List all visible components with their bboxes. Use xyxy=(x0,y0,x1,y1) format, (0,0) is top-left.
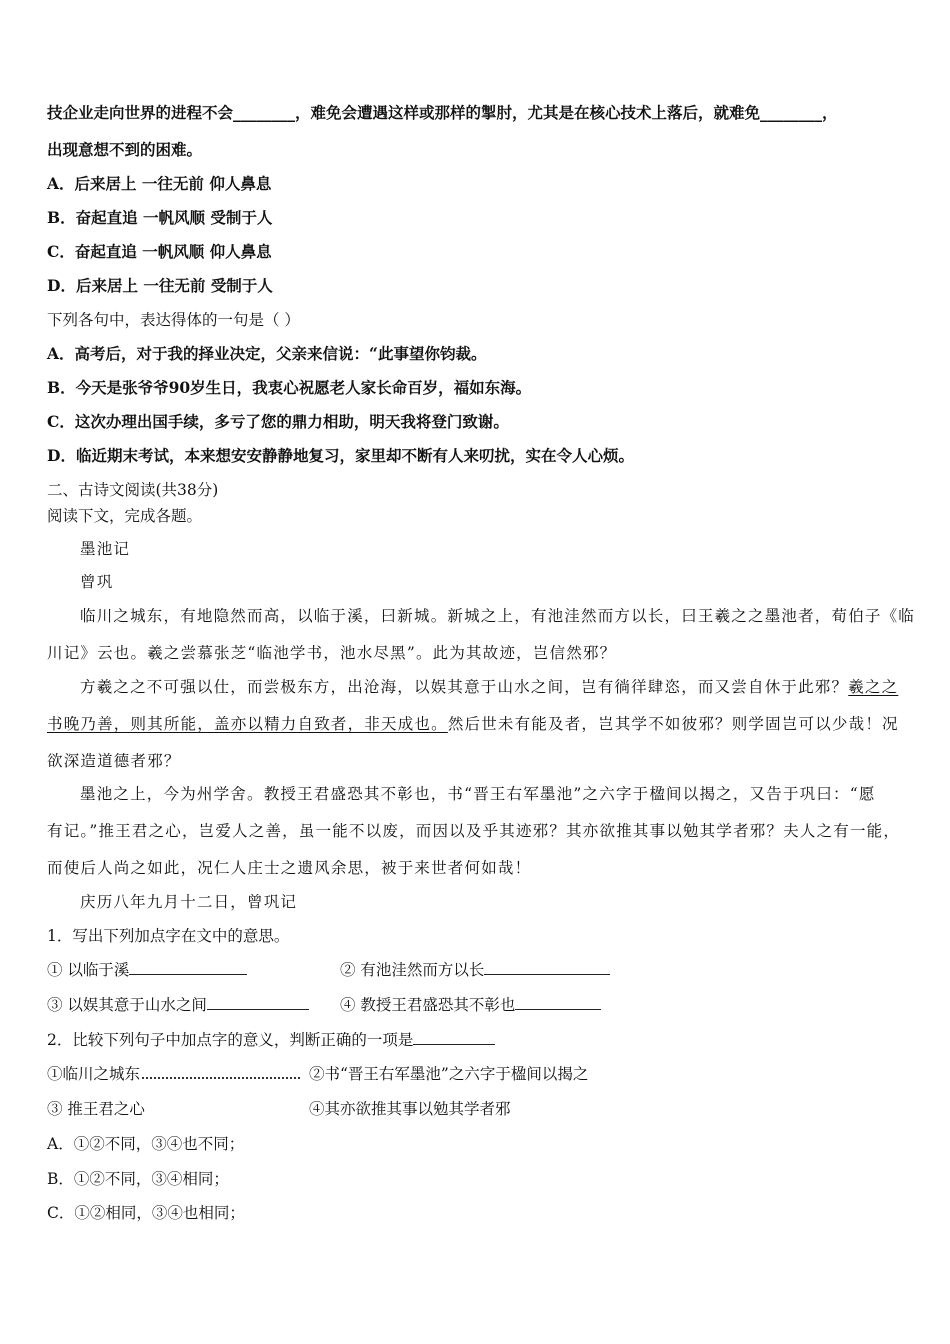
passage-p2-line2 xyxy=(47,714,899,734)
q1-row1 xyxy=(47,960,907,980)
vocab-question-stem-line1: 技企业走向世界的进程不会________，难免会遭遇这样或那样的掣肘，尤其是在核心技术上落后，就难免________， xyxy=(47,103,838,122)
expression-option-b: B．今天是张爷爷90岁生日，我衷心祝愿老人家长命百岁，福如东海。 xyxy=(47,378,532,397)
emphasis-dots xyxy=(142,1065,300,1079)
vocab-option-d: D．后来居上 一往无前 受制于人 xyxy=(47,276,273,295)
q1-item-1: ① 以临于溪 xyxy=(47,961,130,979)
passage-p1-line2: 川记》云也。羲之尝慕张芝“临池学书，池水尽黑”。此为其故迹，岂信然邪？ xyxy=(47,644,617,662)
answer-blank[interactable] xyxy=(413,1030,495,1045)
answer-blank[interactable] xyxy=(515,995,601,1010)
q2-item-3: ③ 推王君之心 xyxy=(47,1100,145,1118)
passage-p2-text: 方羲之之不可强以仕，而尝极东方，出沧海，以娱其意于山水之间，岂有徜徉肆恣，而又尝自休于此邪？ xyxy=(80,678,849,696)
vocab-option-c: C．奋起直追 一帆风顺 仰人鼻息 xyxy=(47,242,272,261)
expression-option-a: A．高考后，对于我的择业决定，父亲来信说：“此事望你钧裁。 xyxy=(47,344,487,363)
passage-title: 墨池记 xyxy=(80,540,131,558)
q2-option-c: C．①②相同，③④也相同； xyxy=(47,1204,245,1222)
vocab-question-stem-line2: 出现意想不到的困难。 xyxy=(47,140,203,159)
q2-stem xyxy=(47,1030,495,1050)
answer-blank[interactable] xyxy=(484,960,610,975)
passage-p2-text2: 然后世未有能及者，岂其学不如彼邪？则学固岂可以少哉！况 xyxy=(447,715,899,733)
underlined-sentence-part1: 羲之之 xyxy=(848,678,899,696)
q1-stem: 1．写出下列加点字在文中的意思。 xyxy=(47,927,290,945)
passage-author: 曾巩 xyxy=(80,573,114,591)
q1-item-2: ② 有池洼然而方以长 xyxy=(340,961,485,979)
q2-item-2: ②书“晋王右军墨池”之六字于楹间以揭之 xyxy=(309,1065,589,1083)
q1-row2 xyxy=(47,995,907,1015)
answer-blank[interactable] xyxy=(129,960,247,975)
passage-p2-line1 xyxy=(80,677,898,697)
section-title: 二、古诗文阅读(共38分) xyxy=(47,481,219,499)
passage-p3-line2: 有记。”推王君之心，岂爱人之善，虽一能不以废，而因以及乎其迹邪？其亦欲推其事以勉其学者邪？夫人之有一能， xyxy=(47,822,901,840)
passage-p3-line1: 墨池之上，今为州学舍。教授王君盛恐其不彰也，书“晋王右军墨池”之六字于楹间以揭之，又告于巩曰：“愿 xyxy=(80,785,876,803)
underlined-sentence-part2: 书晚乃善，则其所能，盖亦以精力自致者，非天成也。 xyxy=(47,715,448,733)
q1-item-4: ④ 教授王君盛恐其不彰也 xyxy=(340,996,516,1014)
passage-date: 庆历八年九月十二日，曾巩记 xyxy=(80,893,298,911)
q2-row1 xyxy=(47,1064,907,1084)
section-instruction: 阅读下文，完成各题。 xyxy=(47,507,203,525)
q2-item-1: ①临川之城东 xyxy=(47,1065,141,1083)
q2-row2 xyxy=(47,1099,907,1119)
q2-item-4: ④其亦欲推其事以勉其学者邪 xyxy=(309,1100,511,1118)
vocab-option-b: B．奋起直追 一帆风顺 受制于人 xyxy=(47,208,273,227)
q2-option-b: B．①②不同，③④相同； xyxy=(47,1170,229,1188)
q1-item-3: ③ 以娱其意于山水之间 xyxy=(47,996,207,1014)
expression-question-stem: 下列各句中，表达得体的一句是（ ） xyxy=(47,311,300,329)
passage-p1-line1: 临川之城东，有地隐然而高，以临于溪，曰新城。新城之上，有池洼然而方以长，曰王羲之之墨池者，荀伯子《临 xyxy=(80,607,916,625)
expression-option-c: C．这次办理出国手续，多亏了您的鼎力相助，明天我将登门致谢。 xyxy=(47,412,509,431)
answer-blank[interactable] xyxy=(207,995,309,1010)
vocab-option-a: A．后来居上 一往无前 仰人鼻息 xyxy=(47,174,272,193)
q2-stem-text: 2．比较下列句子中加点字的意义，判断正确的一项是 xyxy=(47,1031,414,1049)
expression-option-d: D．临近期末考试，本来想安安静静地复习，家里却不断有人来叨扰，实在令人心烦。 xyxy=(47,446,634,465)
passage-p3-line3: 而使后人尚之如此，况仁人庄士之遗风余思，被于来世者何如哉！ xyxy=(47,859,532,877)
passage-p2-line3: 欲深造道德者邪？ xyxy=(47,752,181,770)
q2-option-a: A．①②不同，③④也不同； xyxy=(47,1135,245,1153)
